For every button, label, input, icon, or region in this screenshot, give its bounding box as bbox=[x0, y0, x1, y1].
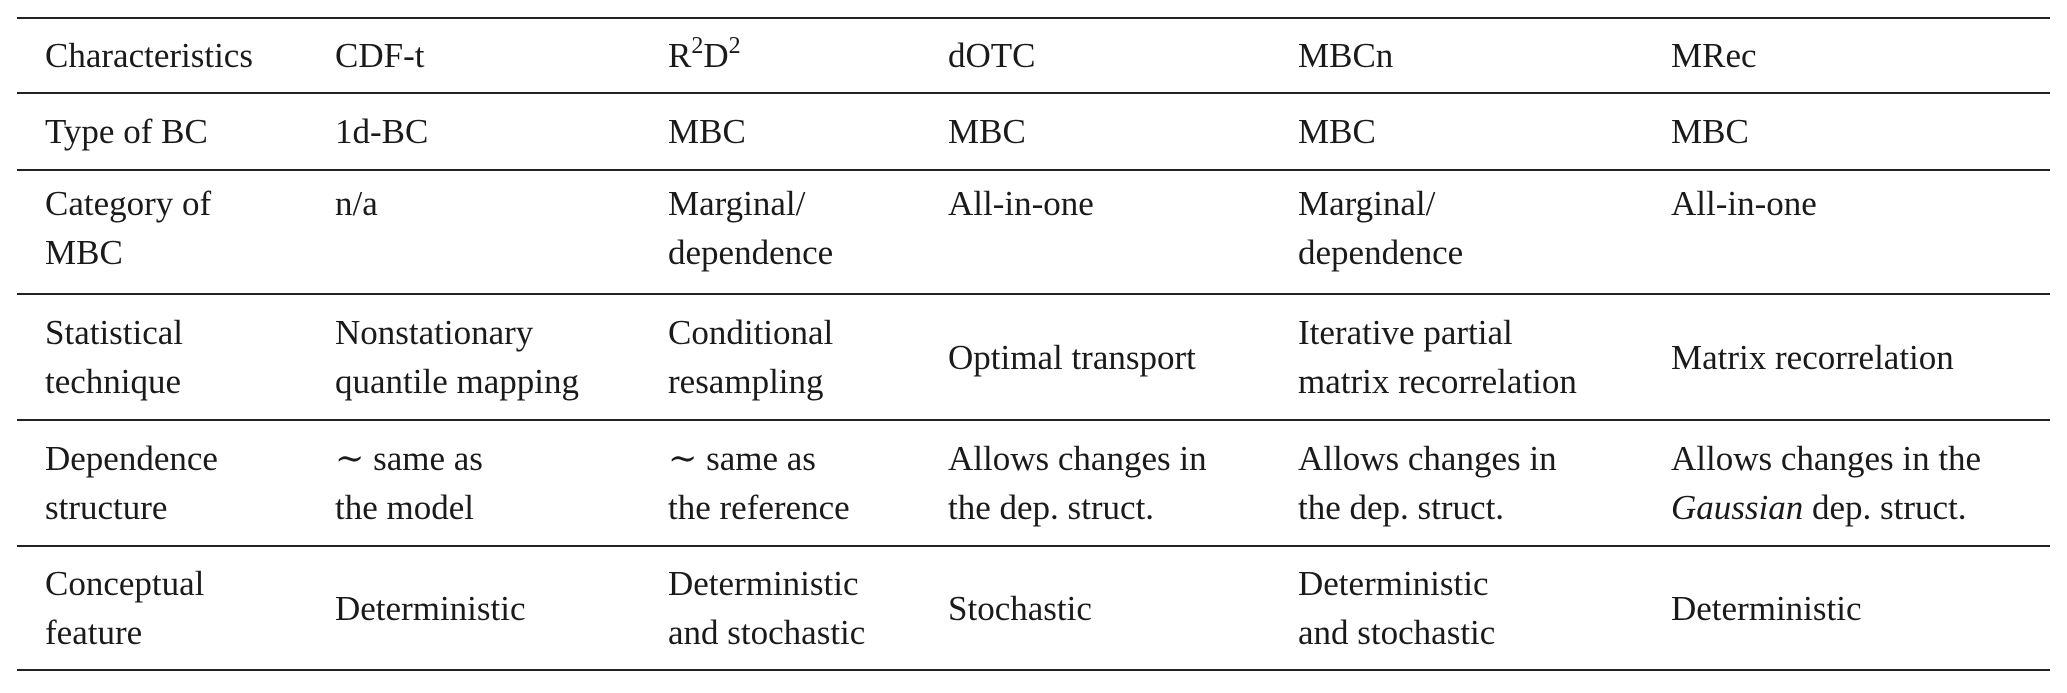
table-row-dependence-structure bbox=[17, 420, 2050, 546]
cell-line: ∼ same as bbox=[335, 439, 483, 478]
cell-line: Allows changes in bbox=[1298, 439, 1557, 478]
header-cdft: CDF-t bbox=[335, 36, 425, 75]
cell-cdft bbox=[307, 170, 640, 294]
cell-mrec bbox=[1643, 546, 2050, 670]
table-row-type-of-bc bbox=[17, 93, 2050, 170]
cell-mbcn: MBC bbox=[1298, 112, 1376, 151]
row-label-line: Category of bbox=[45, 184, 212, 223]
row-label-line: MBC bbox=[45, 233, 123, 272]
cell-line: n/a bbox=[335, 184, 378, 223]
cell-r2d2 bbox=[640, 420, 920, 546]
cell-r2d2 bbox=[640, 170, 920, 294]
row-label bbox=[17, 170, 307, 294]
cell-line: dependence bbox=[1298, 233, 1464, 272]
cell-dotc bbox=[920, 294, 1270, 420]
cell-r2d2: MBC bbox=[668, 112, 746, 151]
cell-line: matrix recorrelation bbox=[1298, 362, 1577, 401]
row-label-line: Conceptual bbox=[45, 564, 205, 603]
cell-line: Deterministic bbox=[1298, 564, 1489, 603]
cell-line: dependence bbox=[668, 233, 834, 272]
row-label-line: structure bbox=[45, 488, 168, 527]
row-label-line: feature bbox=[45, 613, 143, 652]
bias-correction-comparison-table bbox=[17, 17, 2050, 671]
table-row-category-of-mbc bbox=[17, 170, 2050, 294]
cell-line: and stochastic bbox=[1298, 613, 1496, 652]
cell-line bbox=[1671, 483, 2050, 532]
cell-line: the dep. struct. bbox=[1298, 488, 1505, 527]
cell-line: Marginal/ bbox=[1298, 184, 1436, 223]
cell-dotc bbox=[920, 170, 1270, 294]
r2d2-sup2: 2 bbox=[728, 33, 741, 59]
cell-cdft: 1d-BC bbox=[335, 112, 429, 151]
cell-mbcn bbox=[1270, 420, 1643, 546]
cell-line: Nonstationary bbox=[335, 313, 534, 352]
cell-line: Stochastic bbox=[948, 588, 1092, 628]
cell-mbcn bbox=[1270, 294, 1643, 420]
header-characteristics: Characteristics bbox=[45, 36, 253, 75]
row-label-line: Statistical bbox=[45, 313, 184, 352]
table-header-row bbox=[17, 18, 2050, 93]
cell-r2d2 bbox=[640, 294, 920, 420]
table-row-statistical-technique bbox=[17, 294, 2050, 420]
cell-line: Allows changes in bbox=[948, 439, 1207, 478]
table-row-conceptual-feature bbox=[17, 546, 2050, 670]
cell-line: resampling bbox=[668, 362, 824, 401]
cell-line: All-in-one bbox=[1671, 184, 1817, 223]
row-label bbox=[17, 294, 307, 420]
r2d2-r: R bbox=[668, 36, 692, 75]
comparison-table-container bbox=[17, 17, 2050, 671]
cell-line: Conditional bbox=[668, 313, 834, 352]
cell-cdft bbox=[307, 294, 640, 420]
cell-line: Deterministic bbox=[335, 588, 526, 628]
cell-line: quantile mapping bbox=[335, 362, 579, 401]
cell-cdft bbox=[307, 420, 640, 546]
row-label bbox=[17, 420, 307, 546]
gaussian-italic: Gaussian bbox=[1671, 488, 1804, 527]
cell-line: the model bbox=[335, 488, 474, 527]
cell-mrec bbox=[1643, 420, 2050, 546]
row-label bbox=[17, 546, 307, 670]
row-label-line: technique bbox=[45, 362, 182, 401]
cell-line: the dep. struct. bbox=[948, 488, 1155, 527]
cell-line: the reference bbox=[668, 488, 850, 527]
cell-r2d2 bbox=[640, 546, 920, 670]
cell-line: and stochastic bbox=[668, 613, 866, 652]
cell-line: Optimal transport bbox=[948, 337, 1196, 377]
cell-line: Marginal/ bbox=[668, 184, 806, 223]
cell-line-rest: dep. struct. bbox=[1803, 488, 1967, 527]
cell-mrec bbox=[1643, 294, 2050, 420]
row-label: Type of BC bbox=[45, 112, 208, 151]
r2d2-sup1: 2 bbox=[691, 33, 704, 59]
cell-dotc: MBC bbox=[948, 112, 1026, 151]
cell-line: Allows changes in the bbox=[1671, 439, 1982, 478]
cell-line: Iterative partial bbox=[1298, 313, 1513, 352]
header-dotc: dOTC bbox=[948, 36, 1036, 75]
header-r2d2 bbox=[640, 18, 920, 93]
cell-mbcn bbox=[1270, 546, 1643, 670]
cell-cdft bbox=[307, 546, 640, 670]
cell-line: ∼ same as bbox=[668, 439, 816, 478]
row-label-line: Dependence bbox=[45, 439, 218, 478]
cell-mbcn bbox=[1270, 170, 1643, 294]
cell-line: Matrix recorrelation bbox=[1671, 337, 1954, 377]
cell-dotc bbox=[920, 546, 1270, 670]
cell-line: All-in-one bbox=[948, 184, 1094, 223]
r2d2-d: D bbox=[703, 36, 729, 75]
cell-dotc bbox=[920, 420, 1270, 546]
cell-mrec: MBC bbox=[1671, 112, 1749, 151]
cell-line: Deterministic bbox=[1671, 588, 1862, 628]
cell-mrec bbox=[1643, 170, 2050, 294]
header-mrec: MRec bbox=[1671, 36, 1757, 75]
cell-line: Deterministic bbox=[668, 564, 859, 603]
header-mbcn: MBCn bbox=[1298, 36, 1394, 75]
